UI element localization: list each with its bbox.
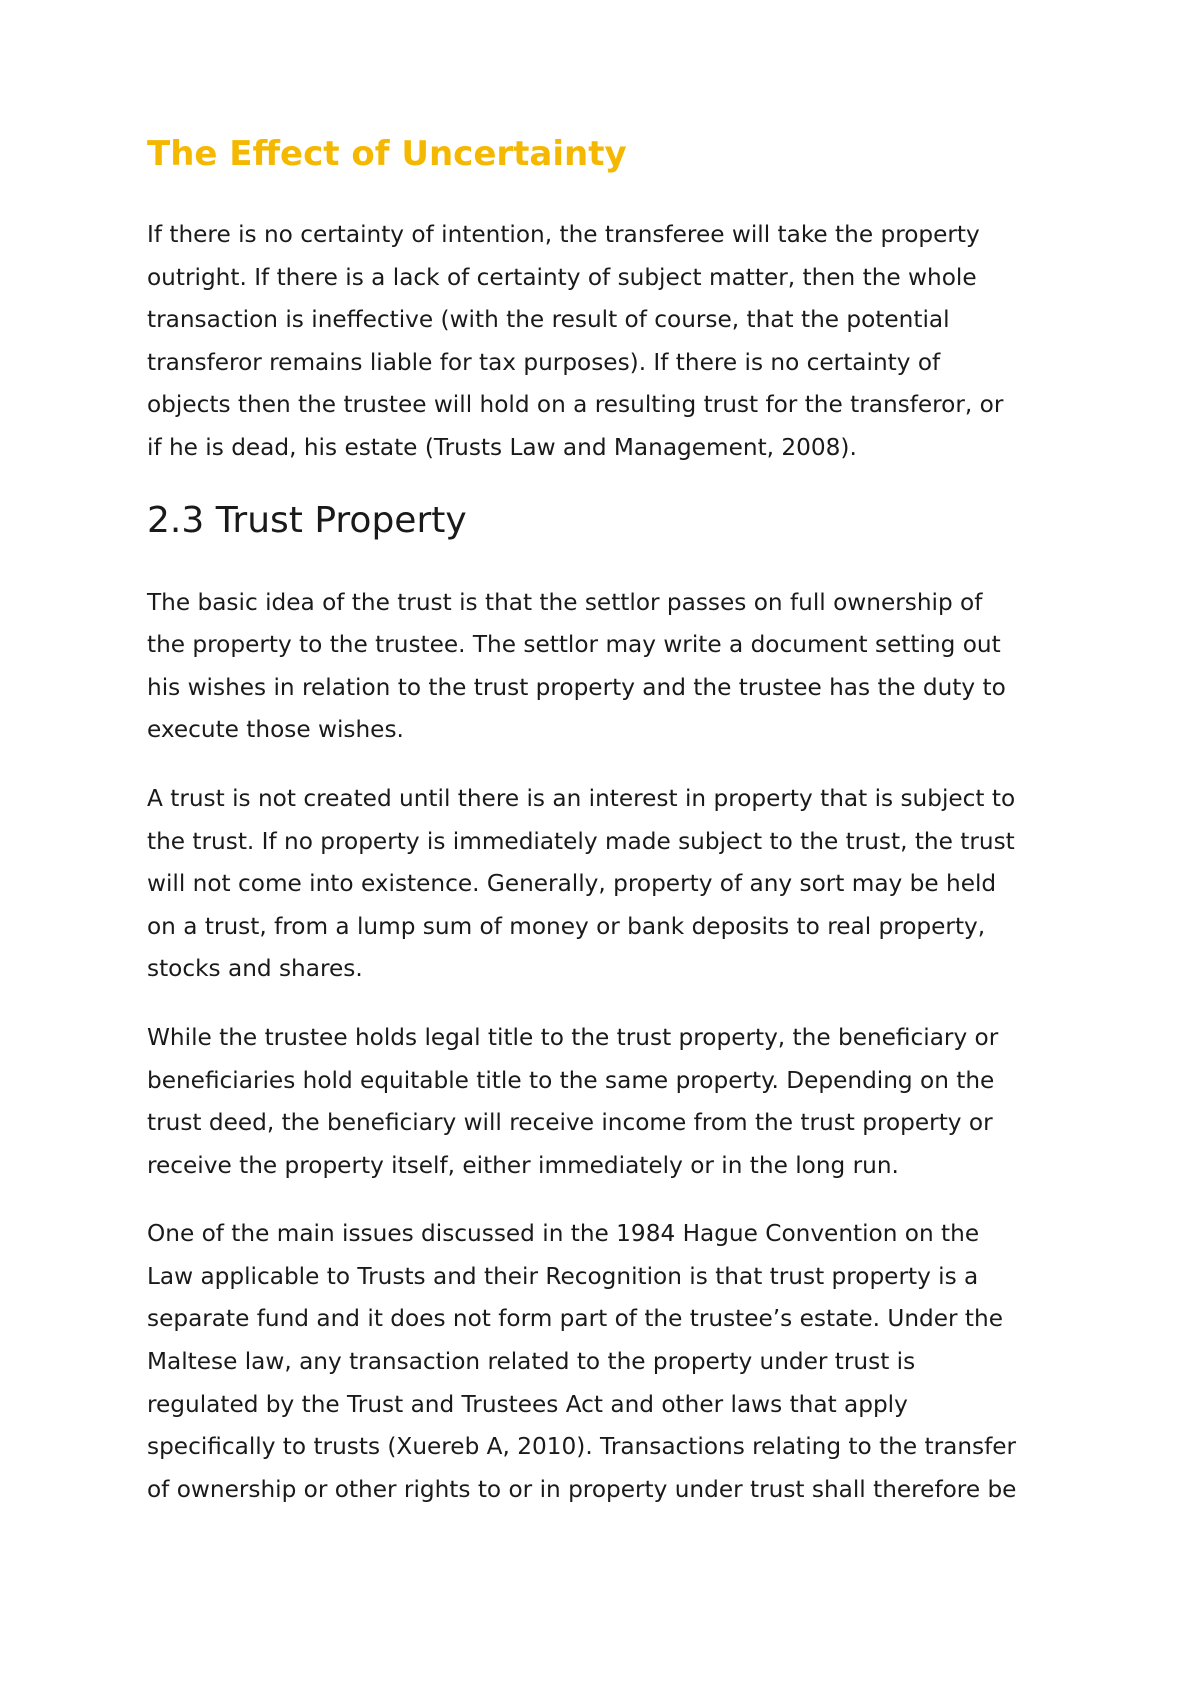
heading-trust-property: 2.3 Trust Property <box>147 499 467 541</box>
text-line: separate fund and it does not form part of the trustee’s estate. Under the <box>147 1305 1003 1333</box>
text-line: stocks and shares. <box>147 955 363 983</box>
text-line: of ownership or other rights to or in property under trust shall therefore be <box>147 1475 1017 1503</box>
text-line: One of the main issues discussed in the 1984 Hague Convention on the <box>147 1220 980 1248</box>
text-line: execute those wishes. <box>147 716 404 744</box>
paragraph-hague-convention <box>147 1213 1087 1511</box>
text-line: on a trust, from a lump sum of money or bank deposits to real property, <box>147 912 986 940</box>
text-line: regulated by the Trust and Trustees Act and other laws that apply <box>147 1390 908 1418</box>
text-line: trust deed, the beneficiary will receive income from the trust property or <box>147 1109 993 1137</box>
text-line: transaction is ineffective (with the result of course, that the potential <box>147 306 950 334</box>
text-line: if he is dead, his estate (Trusts Law and Management, 2008). <box>147 433 857 461</box>
text-line: transferor remains liable for tax purposes). If there is no certainty of <box>147 348 941 376</box>
text-line: outright. If there is a lack of certainty of subject matter, then the whole <box>147 263 977 291</box>
document-page <box>147 130 1087 1537</box>
paragraph-trust-creation <box>147 778 1087 991</box>
text-line: beneficiaries hold equitable title to the same property. Depending on the <box>147 1066 995 1094</box>
text-line: his wishes in relation to the trust property and the trustee has the duty to <box>147 673 1006 701</box>
text-line: will not come into existence. Generally, property of any sort may be held <box>147 870 997 898</box>
heading-effect-of-uncertainty: The Effect of Uncertainty <box>147 134 627 174</box>
paragraph-uncertainty <box>147 214 1087 470</box>
text-line: A trust is not created until there is an interest in property that is subject to <box>147 784 1016 812</box>
text-line: The basic idea of the trust is that the settlor passes on full ownership of <box>147 588 983 616</box>
text-line: the property to the trustee. The settlor may write a document setting out <box>147 631 1001 659</box>
text-line: the trust. If no property is immediately made subject to the trust, the trust <box>147 827 1015 855</box>
text-line: Maltese law, any transaction related to the property under trust is <box>147 1348 916 1376</box>
text-line: Law applicable to Trusts and their Recognition is that trust property is a <box>147 1262 979 1290</box>
paragraph-basic-idea <box>147 582 1087 752</box>
text-line: specifically to trusts (Xuereb A, 2010). Transactions relating to the transfer <box>147 1433 1017 1461</box>
text-line: If there is no certainty of intention, the transferee will take the property <box>147 221 980 248</box>
paragraph-legal-title <box>147 1017 1087 1187</box>
text-line: While the trustee holds legal title to the trust property, the beneficiary or <box>147 1023 999 1051</box>
text-line: objects then the trustee will hold on a resulting trust for the transferor, or <box>147 391 1004 419</box>
text-line: receive the property itself, either immediately or in the long run. <box>147 1151 899 1179</box>
